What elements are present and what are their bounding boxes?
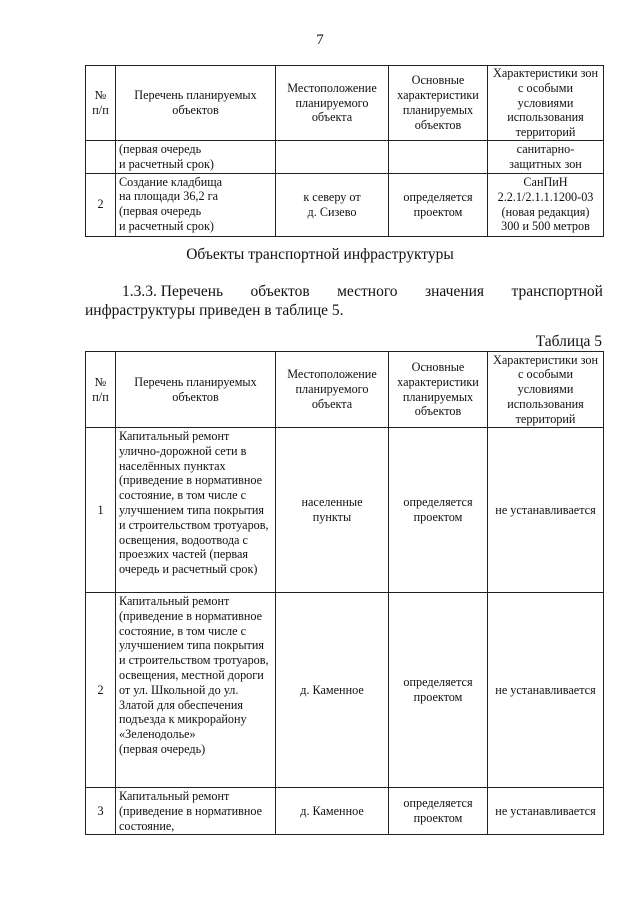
table-header-row: [86, 352, 604, 428]
paragraph-line-1: [85, 282, 603, 301]
row-name: (первая очередь и расчетный срок): [116, 140, 276, 173]
page-number: 7: [316, 32, 324, 48]
table-row: [86, 173, 604, 236]
paragraph: [85, 282, 603, 320]
row-main: определяется проектом: [389, 173, 488, 236]
row-zones: СанПиН 2.2.1/2.1.1.1200-03 (новая редакция) 300 и 500 метров: [488, 173, 604, 236]
section-heading: Объекты транспортной инфраструктуры: [186, 246, 454, 263]
row-name: Создание кладбища на площади 36,2 га (первая очередь и расчетный срок): [116, 173, 276, 236]
row-location: [276, 140, 389, 173]
col-header-zones: Характеристики зон с особыми условиями использования территорий: [488, 352, 604, 428]
row-location: д. Каменное: [276, 593, 389, 788]
col-header-main: Основные характеристики планируемых объектов: [389, 66, 488, 141]
table-row: [86, 593, 604, 788]
row-num: 1: [86, 428, 116, 593]
row-name: Капитальный ремонт (приведение в нормативное состояние,: [116, 788, 276, 835]
row-location: д. Каменное: [276, 788, 389, 835]
row-num: 2: [86, 593, 116, 788]
row-location: населенные пункты: [276, 428, 389, 593]
row-location: к северу от д. Сизево: [276, 173, 389, 236]
col-header-main: Основные характеристики планируемых объектов: [389, 352, 488, 428]
row-name: Капитальный ремонт улично-дорожной сети в населённых пунктах (приведение в нормативное состояние, в том числе с улучшением типа покрытия и строительством тротуаров, освещения, водоотвода с проезжих частей (первая очередь и расчетный срок): [116, 428, 276, 593]
row-num: 2: [86, 173, 116, 236]
col-header-num: № п/п: [86, 66, 116, 141]
row-name: Капитальный ремонт (приведение в нормативное состояние, в том числе с улучшением типа покрытия и строительством тротуаров, освещения, местной дороги от ул. Школьной до ул. Златой для обеспечения подъезда к микрорайону «Зеленодолье» (первая очередь): [116, 593, 276, 788]
paragraph-word: объектов: [250, 283, 310, 300]
paragraph-word: значения: [424, 283, 485, 300]
col-header-list: Перечень планируемых объектов: [116, 66, 276, 141]
col-header-location: Местоположение планируемого объекта: [276, 352, 389, 428]
objects-table-continued: [85, 65, 604, 237]
row-num: [86, 140, 116, 173]
row-main: определяется проектом: [389, 593, 488, 788]
table-row: [86, 140, 604, 173]
col-header-location: Местоположение планируемого объекта: [276, 66, 389, 141]
paragraph-word: местного: [337, 283, 398, 300]
transport-objects-table: [85, 351, 604, 835]
paragraph-word: 1.3.3. Перечень: [122, 283, 224, 300]
col-header-list: Перечень планируемых объектов: [116, 352, 276, 428]
table-caption: Таблица 5: [535, 333, 602, 350]
row-num: 3: [86, 788, 116, 835]
row-zones: санитарно- защитных зон: [488, 140, 604, 173]
row-main: [389, 140, 488, 173]
row-main: определяется проектом: [389, 788, 488, 835]
paragraph-line-2: инфраструктуры приведен в таблице 5.: [85, 302, 344, 319]
paragraph-word: транспортной: [511, 283, 603, 300]
row-zones: не устанавливается: [488, 593, 604, 788]
col-header-num: № п/п: [86, 352, 116, 428]
row-main: определяется проектом: [389, 428, 488, 593]
row-zones: не устанавливается: [488, 788, 604, 835]
col-header-zones: Характеристики зон с особыми условиями использования территорий: [488, 66, 604, 141]
table-header-row: [86, 66, 604, 141]
table-row: [86, 788, 604, 835]
table-row: [86, 428, 604, 593]
row-zones: не устанавливается: [488, 428, 604, 593]
